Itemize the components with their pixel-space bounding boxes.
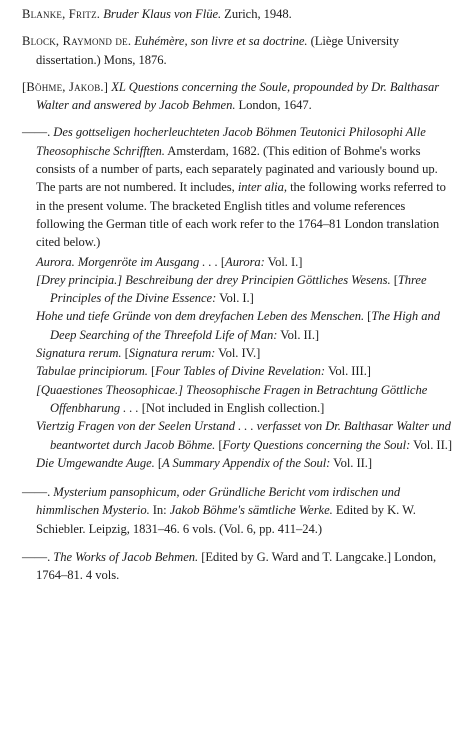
included-work-aurora [36,253,454,271]
bib-details: [Edited by G. Ward and T. Langcake.] London, 1764–81. 4 vols. [36,550,437,583]
bib-details: the following works referred to in the present volume. The bracketed English titles and volume references following the German title of each work refer to the 1764–81 London translation cited below.) [36,180,446,250]
work-title-german: Aurora. Morgenröte im Ausgang . . . [36,254,218,269]
volume-ref: Vol. I.] [264,254,303,269]
work-title-english: Three Principles of the Divine Essence: [50,272,427,306]
included-work-umgewandte-auge [36,454,454,472]
ditto-dash: ——. [22,550,51,565]
bib-latin-phrase: inter alia, [237,180,287,195]
work-title-english: Four Tables of Divine Revelation: [155,364,326,379]
bracket: [ [215,437,223,452]
bracket: [ [147,364,156,379]
bib-entry-blanke [22,5,454,23]
bib-title: XL Questions concerning the Soule, propounded by Dr. Balthasar Walter and answered by Jacob Behmen. [36,79,440,113]
included-work-quaestiones [36,381,454,418]
ditto-dash: ——. [22,485,51,500]
included-work-hohe-und-tiefe [36,307,454,344]
work-title-english: Aurora: [225,254,265,269]
work-title-english: Signatura rerum: [128,346,216,361]
included-work-viertzig-fragen [36,417,454,454]
work-title-english: The High and Deep Searching of the Threefold Life of Man: [50,309,440,342]
work-title-german: Die Umgewandte Auge. [36,455,155,470]
bracket: [ [390,272,398,287]
bib-author: Blanke, Fritz. [22,7,101,21]
work-title-german: [Quaestiones Theosophicae.] Theosophische Fragen in Betrachtung Göttliche Offenbharung . . . [36,382,428,415]
ditto-dash: ——. [22,125,51,140]
bracket: [ [217,254,226,269]
bib-entry-works-of-behmen [22,548,454,585]
bib-entry-mysterium-pansophicum [22,483,454,538]
included-work-tabulae [36,362,454,380]
bib-details: London, 1647. [235,98,312,113]
bib-title: Bruder Klaus von Flüe. [103,7,222,21]
bib-details: Edited by K. W. Schiebler. Leipzig, 1831–46. 6 vols. (Vol. 6, pp. 411–24.) [36,503,416,536]
bib-details: Zurich, 1948. [221,7,292,21]
volume-ref: Vol. II.] [330,455,373,470]
volume-ref: Vol. I.] [216,291,254,306]
bib-entry-block [22,32,454,69]
bib-title: The Works of Jacob Behmen. [53,550,199,565]
bib-details: In: [149,503,167,518]
work-title-german: Hohe und tiefe Gründe von dem dreyfachen Leben des Menschen. [36,309,365,324]
work-title-english: Forty Questions concerning the Soul: [222,437,411,452]
work-title-english: A Summary Appendix of the Soul: [161,455,331,470]
bracket-note: [Not included in English collection.] [138,400,325,415]
bracket: [ [121,346,129,361]
bib-title: Euhémère, son livre et sa doctrine. [134,34,308,49]
bib-entry-bohme-schrifften [22,123,454,251]
bib-title: Mysterium pansophicum, oder Gründliche Bericht vom irdischen und himmlischen Mysterio. [36,485,401,518]
bib-author: [Böhme, Jakob.] [22,79,109,94]
volume-ref: Vol. II.] [410,437,452,452]
work-title-german: Viertzig Fragen von der Seelen Urstand . . . verfasset von Dr. Balthasar Walter und beantwortet durch Jacob Böhme. [36,419,451,452]
included-works-list [22,253,454,473]
bib-entry-bohme-xl-questions [22,78,454,115]
volume-ref: Vol. II.] [277,327,320,342]
work-title-german: Tabulae principiorum. [36,364,148,379]
volume-ref: Vol. IV.] [215,346,261,361]
volume-ref: Vol. III.] [325,364,371,379]
work-title-german: [Drey principia.] Beschreibung der drey Principien Göttliches Wesens. [36,272,391,287]
bib-details: Amsterdam, 1682. (This edition of Bohme's works consists of a number of parts, each separately paginated and variously bound up. The parts are not numbered. It includes, [36,143,438,195]
bib-container-title: Jakob Böhme's sämtliche Werke. [169,503,333,518]
bib-title: Des gottseligen hocherleuchteten Jacob Böhmen Teutonici Philosophi Alle Theosophische Schrifften. [36,125,426,158]
bib-author: Block, Raymond de. [22,34,132,49]
bib-details: (Liège University dissertation.) Mons, 1876. [36,34,399,67]
included-work-signatura [36,344,454,362]
included-work-drey-principia [36,271,454,308]
work-title-german: Signatura rerum. [36,346,122,361]
bracket: [ [364,309,372,324]
bracket: [ [154,455,162,470]
